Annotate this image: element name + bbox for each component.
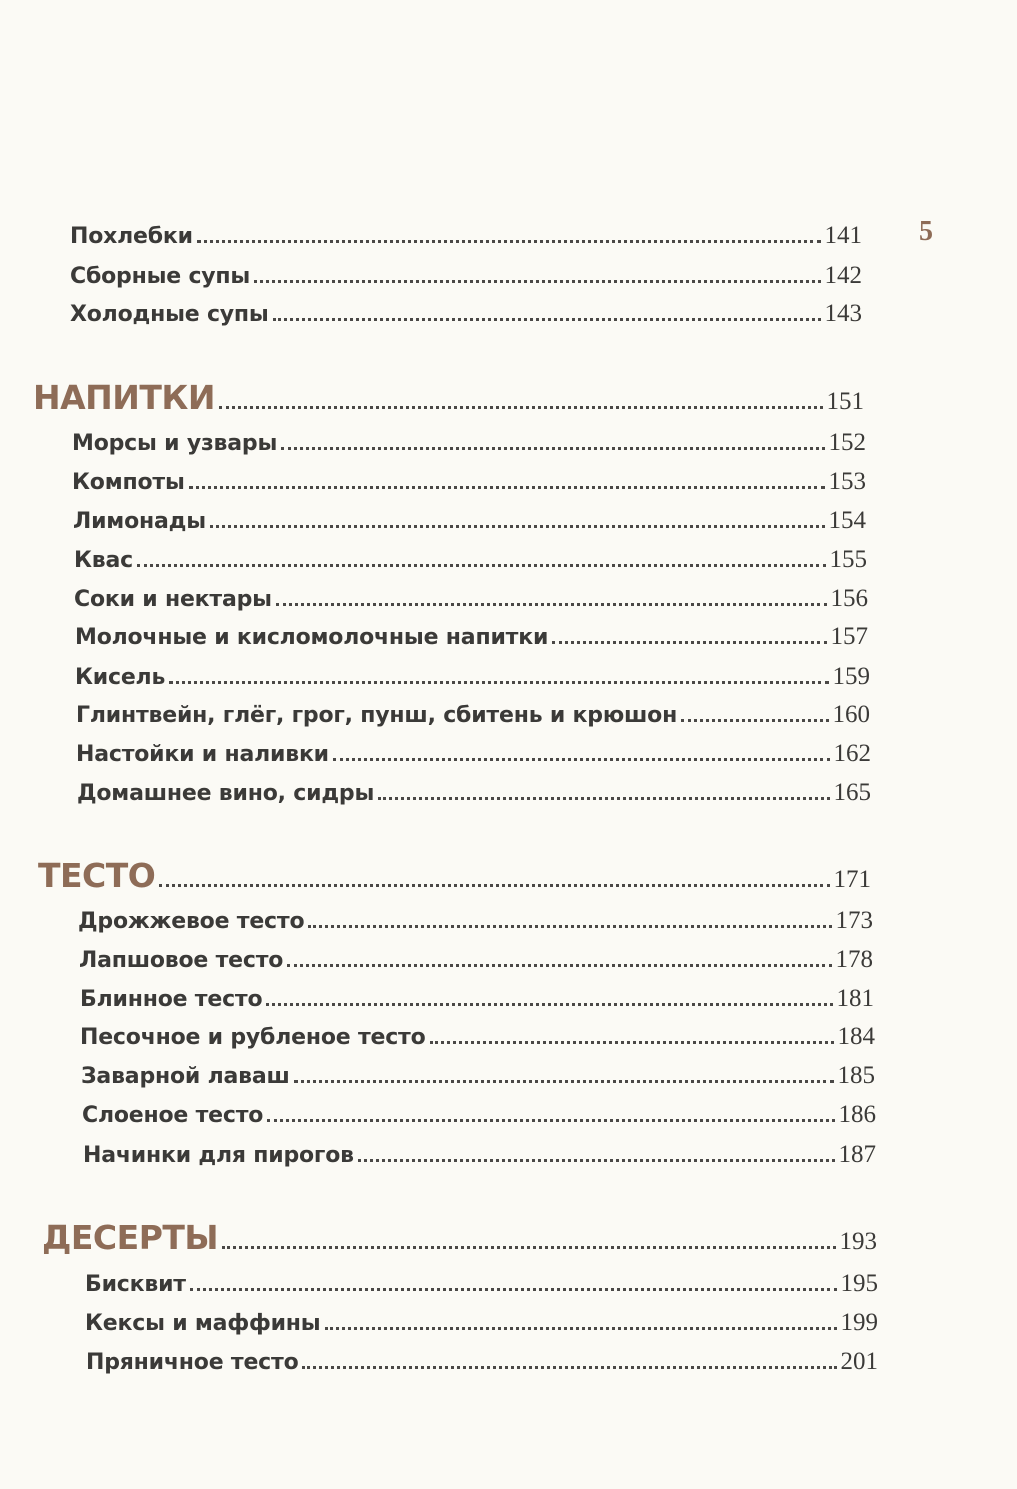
toc-entry: [76, 740, 871, 776]
dot-leader: [430, 1041, 834, 1044]
toc-entry-title: ДЕСЕРТЫ: [42, 1218, 219, 1257]
toc-entry-page: 160: [832, 701, 870, 728]
toc-entry-page: 186: [838, 1101, 876, 1128]
toc-entry: [72, 468, 866, 504]
toc-entry: [82, 1101, 876, 1137]
toc-entry-page: 143: [824, 300, 862, 327]
dot-leader: [325, 1327, 837, 1330]
toc-entry-title: Сборные супы: [70, 264, 251, 289]
toc-entry-page: 187: [838, 1141, 876, 1168]
toc-entry: [85, 1309, 878, 1345]
toc-entry-title: Лапшовое тесто: [79, 948, 284, 973]
toc-entry-title: Похлебки: [70, 224, 193, 249]
toc-entry-page: 152: [828, 429, 866, 456]
toc-entry-page: 165: [833, 779, 871, 806]
toc-entry-page: 171: [833, 866, 871, 893]
dot-leader: [276, 603, 827, 606]
toc-entry-page: 184: [837, 1023, 875, 1050]
dot-leader: [266, 1003, 832, 1006]
toc-entry: [77, 779, 871, 815]
toc-entry-title: Блинное тесто: [80, 987, 263, 1012]
toc-entry-title: Морсы и узвары: [72, 431, 278, 456]
toc-entry-title: Соки и нектары: [74, 587, 272, 612]
toc-entry-page: 162: [833, 740, 871, 767]
toc-entry: [80, 1023, 875, 1059]
toc-entry-page: 157: [830, 623, 868, 650]
toc-entry-page: 155: [829, 546, 867, 573]
dot-leader: [197, 240, 821, 243]
toc-entry-title: Кисель: [75, 665, 166, 690]
dot-leader: [294, 1080, 834, 1083]
toc-entry-title: Песочное и рубленое тесто: [80, 1025, 426, 1050]
dot-leader: [169, 681, 828, 684]
toc-entry-page: 193: [839, 1228, 877, 1255]
toc-entry: [72, 429, 866, 465]
toc-entry-title: Домашнее вино, сидры: [77, 781, 375, 806]
toc-entry-page: 178: [835, 946, 873, 973]
dot-leader: [281, 447, 824, 450]
dot-leader: [287, 964, 831, 967]
toc-entry: [79, 946, 873, 982]
toc-entry-page: 195: [840, 1270, 878, 1297]
toc-entry: [83, 1141, 876, 1177]
toc-entry-title: Глинтвейн, глёг, грог, пунш, сбитень и крюшон: [76, 703, 678, 728]
page-number: 5: [919, 216, 933, 247]
dot-leader: [267, 1119, 834, 1122]
toc-entry-title: Кексы и маффины: [85, 1311, 321, 1336]
toc-entry-page: 156: [830, 585, 868, 612]
toc-entry: [85, 1270, 878, 1306]
toc-entry-page: 159: [832, 663, 870, 690]
dot-leader: [190, 1288, 837, 1291]
dot-leader: [219, 406, 823, 409]
toc-entry: [74, 585, 868, 621]
toc-entry-title: Начинки для пирогов: [83, 1143, 354, 1168]
toc-entry-title: Лимонады: [73, 509, 206, 534]
dot-leader: [358, 1159, 835, 1162]
toc-section-entry: [33, 378, 864, 422]
toc-entry: [74, 546, 867, 582]
dot-leader: [681, 719, 828, 722]
toc-entry-page: 201: [840, 1348, 878, 1375]
toc-entry-page: 154: [828, 507, 866, 534]
toc-entry: [70, 300, 862, 336]
dot-leader: [222, 1246, 835, 1249]
dot-leader: [552, 641, 826, 644]
dot-leader: [189, 486, 825, 489]
toc-entry-title: Бисквит: [85, 1272, 186, 1297]
toc-entry-page: 151: [826, 388, 864, 415]
dot-leader: [333, 758, 830, 761]
toc-entry: [70, 222, 862, 258]
toc-entry: [81, 1062, 875, 1098]
toc-entry-title: НАПИТКИ: [33, 378, 215, 417]
toc-entry-page: 199: [840, 1309, 878, 1336]
toc-entry-title: Дрожжевое тесто: [78, 909, 305, 934]
toc-entry: [75, 623, 868, 659]
dot-leader: [159, 884, 829, 887]
toc-entry-title: Компоты: [72, 470, 185, 495]
toc-section-entry: [38, 856, 871, 900]
toc-entry-page: 181: [836, 985, 874, 1012]
toc-entry-title: Холодные супы: [70, 302, 269, 327]
toc-entry-page: 173: [835, 907, 873, 934]
toc-entry-title: Заварной лаваш: [81, 1064, 290, 1089]
toc-entry-title: Слоеное тесто: [82, 1103, 264, 1128]
toc-entry: [86, 1348, 878, 1384]
toc-entry: [70, 262, 862, 298]
dot-leader: [308, 925, 831, 928]
toc-entry-title: Настойки и наливки: [76, 742, 329, 767]
toc-entry-page: 142: [824, 262, 862, 289]
dot-leader: [378, 797, 829, 800]
toc-entry-title: ТЕСТО: [38, 856, 156, 895]
toc-entry-page: 141: [824, 222, 862, 249]
toc-entry-title: Квас: [74, 548, 133, 573]
toc-entry: [78, 907, 873, 943]
dot-leader: [210, 525, 825, 528]
toc-section-entry: [42, 1218, 877, 1262]
toc-entry-title: Пряничное тесто: [86, 1350, 299, 1375]
toc-entry-page: 153: [828, 468, 866, 495]
toc-entry-title: Молочные и кисломолочные напитки: [75, 625, 549, 650]
toc-entry: [76, 701, 870, 737]
dot-leader: [254, 280, 820, 283]
dot-leader: [137, 564, 826, 567]
dot-leader: [273, 318, 821, 321]
dot-leader: [302, 1366, 836, 1369]
toc-entry: [73, 507, 866, 543]
toc-entry: [80, 985, 874, 1021]
toc-entry-page: 185: [837, 1062, 875, 1089]
toc-entry: [75, 663, 870, 699]
